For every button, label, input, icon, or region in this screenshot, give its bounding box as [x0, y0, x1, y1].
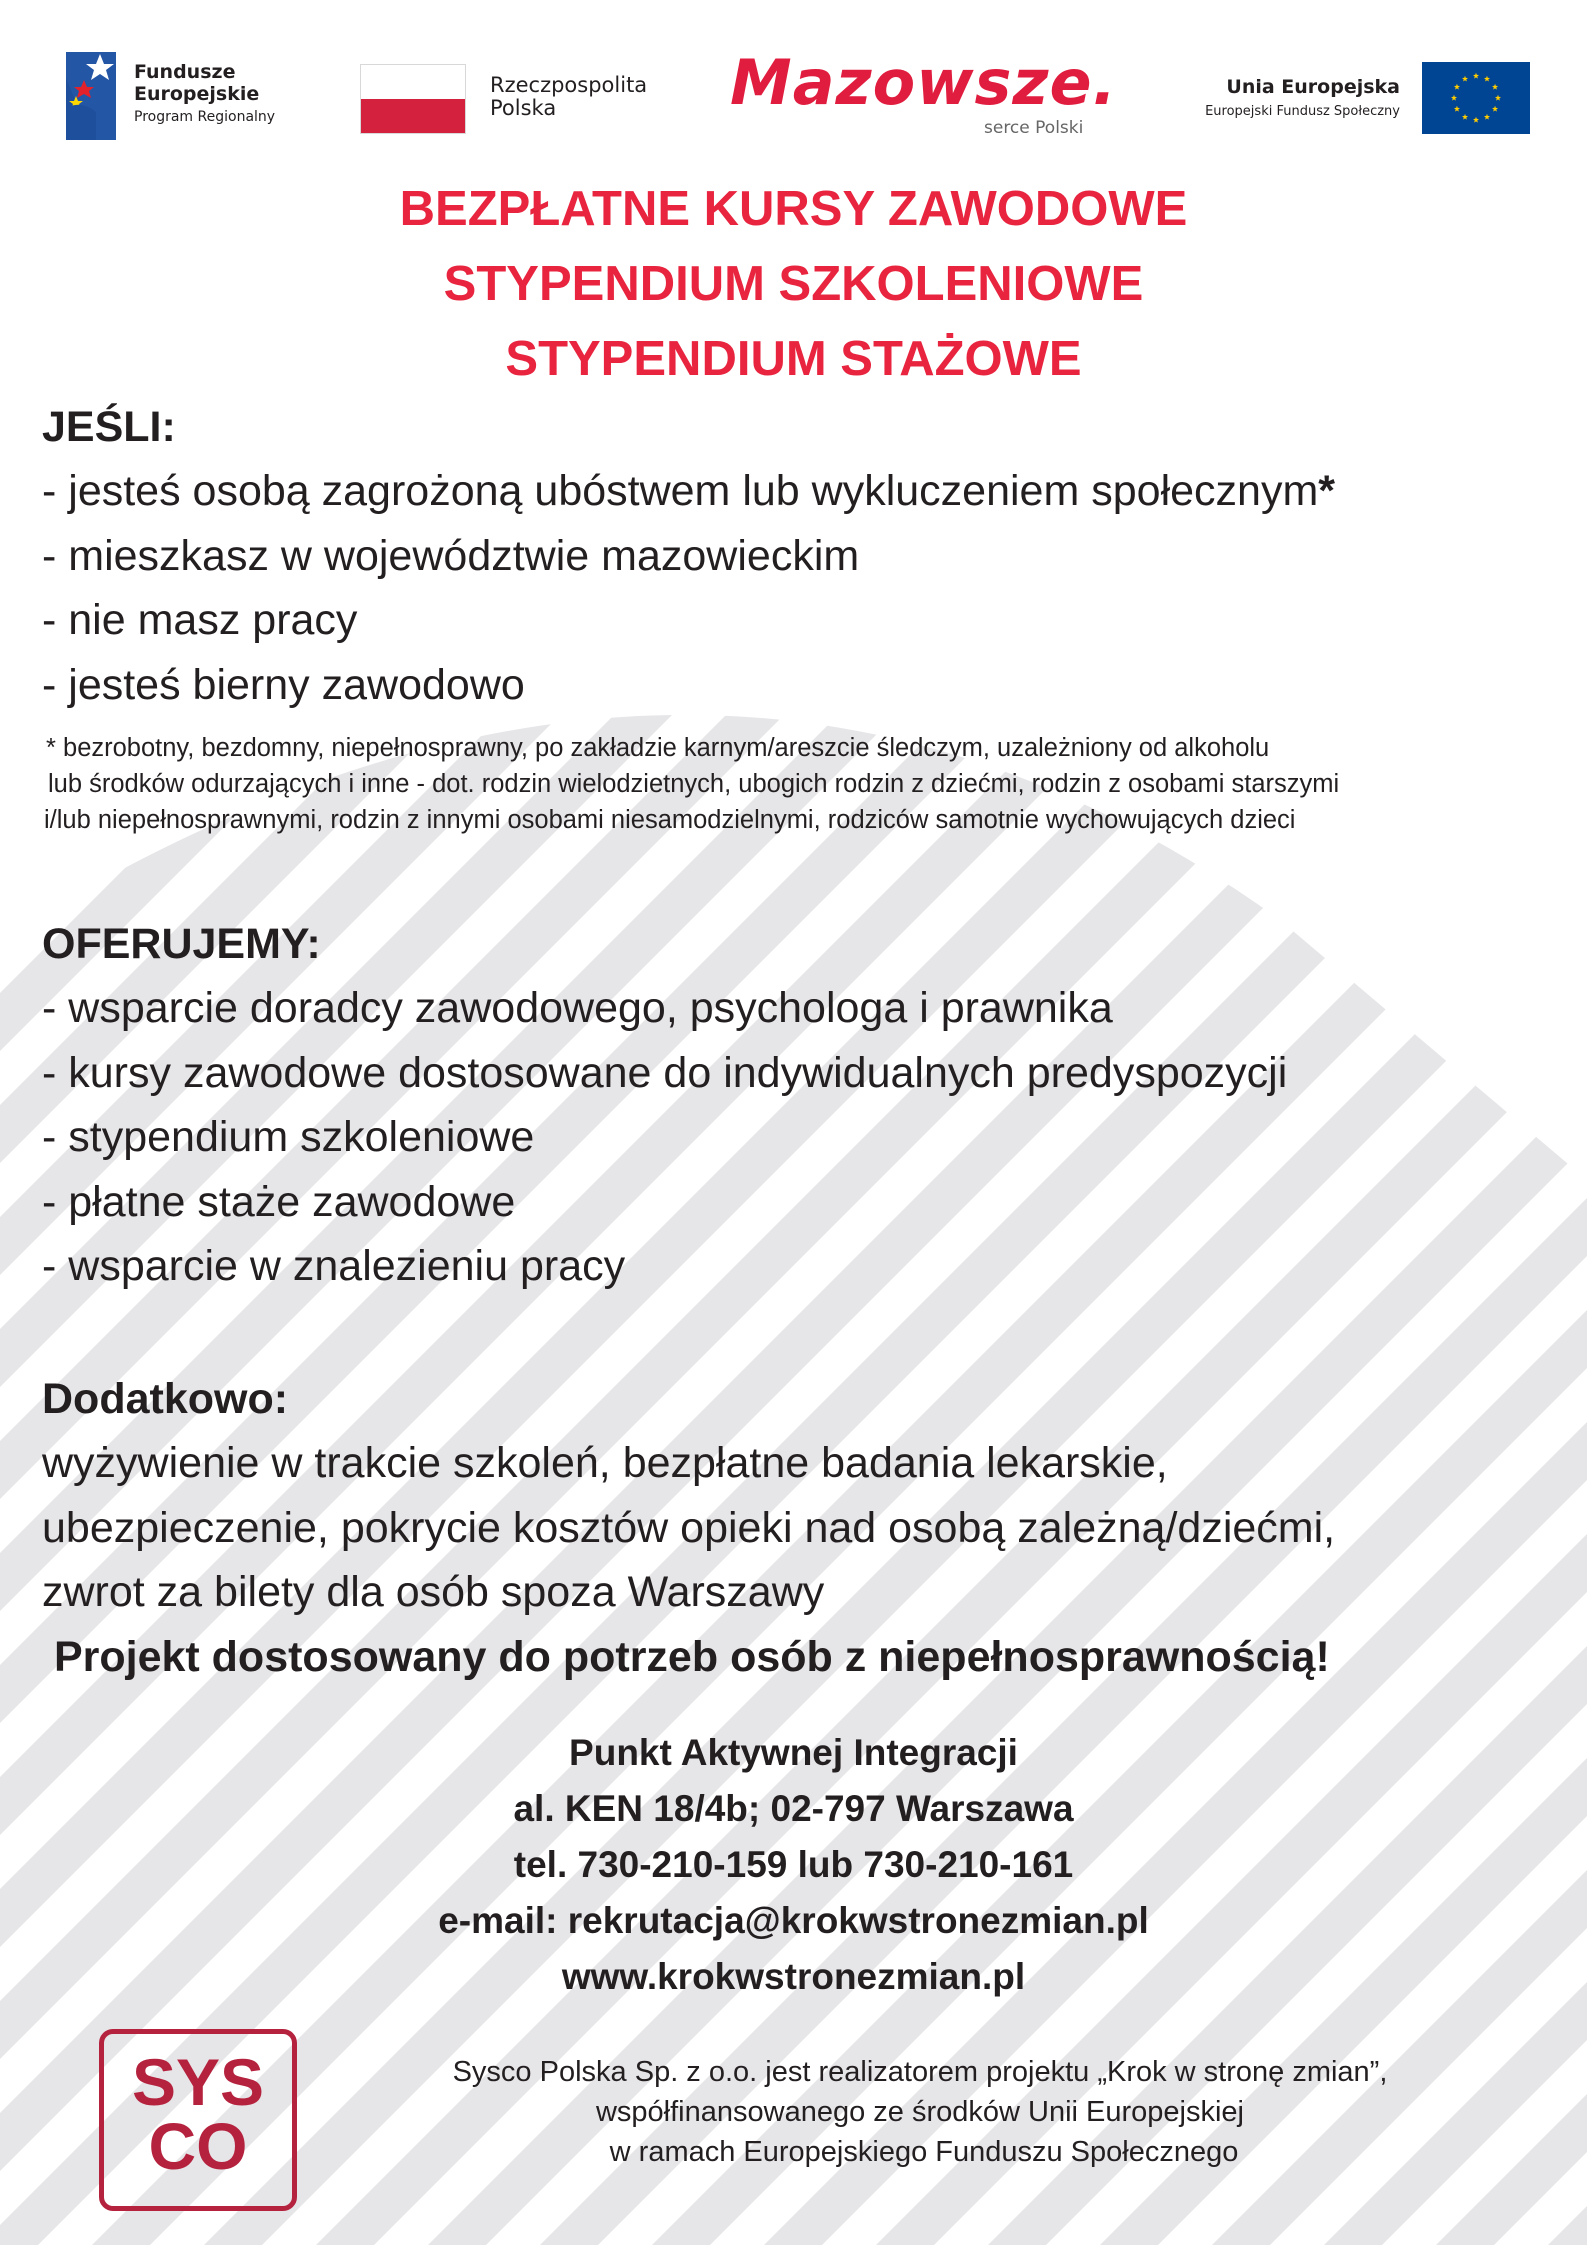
oferujemy-item-4: - płatne staże zawodowe — [42, 1177, 516, 1226]
rp-line2: Polska — [490, 96, 557, 121]
footnote-line-3: i/lub niepełnosprawnymi, rodzin z innymi osobami niesamodzielnymi, rodziców samotnie wychowujących dzieci — [44, 806, 1296, 834]
rzeczpospolita-polska-logo — [360, 64, 680, 138]
contact-email[interactable]: e-mail: rekrutacja@krokwstronezmian.pl — [438, 1900, 1149, 1941]
headline-line-3: STYPENDIUM STAŻOWE — [505, 332, 1082, 386]
headline — [0, 172, 1587, 397]
oferujemy-section — [42, 912, 1552, 1299]
realizer-line-2: współfinansowanego ze środków Unii Europejskiej — [595, 2096, 1244, 2128]
dodatkowo-line-3: zwrot za bilety dla osób spoza Warszawy — [42, 1568, 825, 1616]
dodatkowo-heading: Dodatkowo: — [42, 1375, 289, 1423]
footnote-line-2: lub środków odurzających i inne - dot. rodzin wielodzietnych, ubogich rodzin z dziećmi, rodzin z osobami starszymi — [48, 770, 1340, 798]
oferujemy-item-3: - stypendium szkoleniowe — [42, 1113, 535, 1161]
jesli-item-4: - jesteś bierny zawodowo — [42, 660, 525, 709]
jesli-heading: JEŚLI: — [42, 403, 176, 451]
oferujemy-item-5: - wsparcie w znalezieniu pracy — [42, 1242, 626, 1290]
unia-europejska-logo — [1170, 62, 1530, 138]
oferujemy-item-2: - kursy zawodowe dostosowane do indywidualnych predyspozycji — [42, 1048, 1288, 1097]
rp-line1: Rzeczpospolita — [490, 73, 648, 97]
ue-line1: Unia Europejska — [1226, 76, 1400, 98]
ue-line2: Europejski Fundusz Społeczny — [1205, 104, 1400, 119]
footnote-line-1: * bezrobotny, bezdomny, niepełnosprawny, po zakładzie karnym/areszcie śledczym, uzależniony od alkoholu — [46, 734, 1270, 762]
dodatkowo-section — [42, 1367, 1552, 1689]
fe-line3: Program Regionalny — [134, 108, 276, 125]
dodatkowo-line-1: wyżywienie w trakcie szkoleń, bezpłatne badania lekarskie, — [42, 1439, 1168, 1487]
contact-website[interactable]: www.krokwstronezmian.pl — [561, 1956, 1026, 1997]
contact-phone[interactable]: tel. 730-210-159 lub 730-210-161 — [513, 1844, 1074, 1885]
mazowsze-logo — [730, 46, 1118, 152]
mazowsze-tagline: serce Polski — [984, 118, 1084, 138]
jesli-item-3: - nie masz pracy — [42, 596, 358, 644]
sysco-logo — [99, 2029, 297, 2211]
eu-flag-icon — [1422, 62, 1530, 134]
dodatkowo-line-2: ubezpieczenie, pokrycie kosztów opieki nad osobą zależną/dziećmi, — [42, 1503, 1336, 1552]
jesli-item-2: - mieszkasz w województwie mazowieckim — [42, 531, 860, 580]
jesli-asterisk: * — [1318, 467, 1336, 515]
realizer-line-3: w ramach Europejskiego Funduszu Społecznego — [601, 2136, 1239, 2168]
polish-flag-icon — [360, 64, 466, 134]
project-realizer-note — [330, 2052, 1510, 2172]
oferujemy-heading: OFERUJEMY: — [42, 920, 321, 968]
contact-name: Punkt Aktywnej Integracji — [569, 1732, 1018, 1773]
jesli-item-1-text: - jesteś osobą zagrożoną ubóstwem lub wykluczeniem społecznym — [42, 467, 1319, 515]
fundusze-europejskie-emblem-icon — [62, 48, 124, 144]
fundusze-europejskie-logo — [62, 48, 322, 148]
sysco-line2: CO — [148, 2109, 248, 2183]
accessibility-highlight: Projekt dostosowany do potrzeb osób z niepełnosprawnością! — [42, 1632, 1330, 1681]
contact-address: al. KEN 18/4b; 02-797 Warszawa — [513, 1788, 1074, 1829]
realizer-line-1: Sysco Polska Sp. z o.o. jest realizatorem projektu „Krok w stronę zmian”, — [452, 2056, 1388, 2088]
oferujemy-item-1: - wsparcie doradcy zawodowego, psychologa i prawnika — [42, 984, 1113, 1032]
sysco-line1: SYS — [131, 2045, 265, 2119]
mazowsze-wordmark: Mazowsze. — [730, 46, 1118, 119]
headline-line-1: BEZPŁATNE KURSY ZAWODOWE — [399, 182, 1188, 236]
footnote — [46, 730, 1556, 838]
fe-line2: Europejskie — [134, 82, 260, 105]
jesli-section — [42, 395, 1552, 717]
fe-line1: Fundusze — [134, 61, 236, 83]
headline-line-2: STYPENDIUM SZKOLENIOWE — [443, 257, 1144, 311]
contact-block — [0, 1725, 1587, 2005]
jesli-item-1 — [42, 459, 1552, 524]
